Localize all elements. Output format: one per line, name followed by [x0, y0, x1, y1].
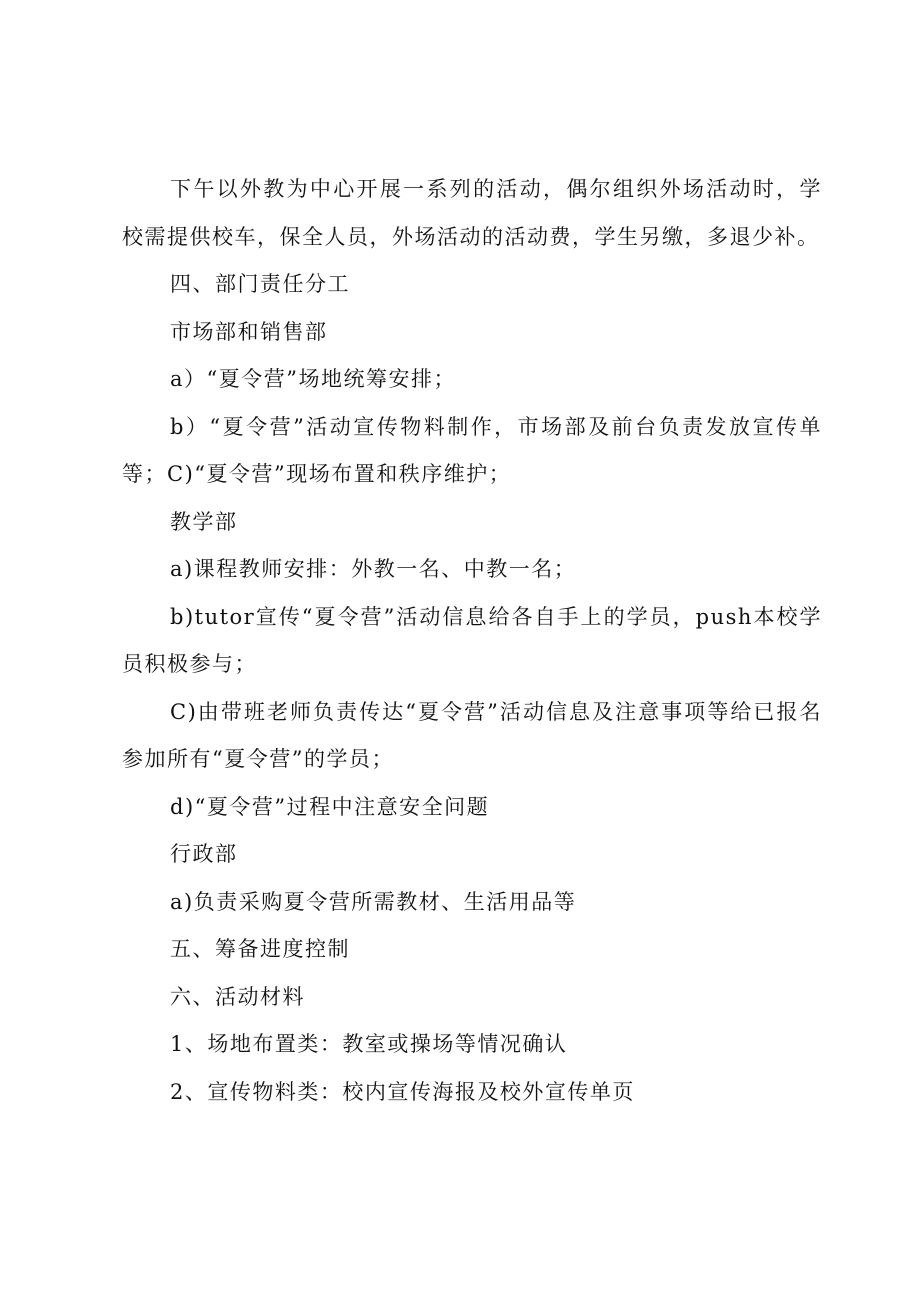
subheading-administration: 行政部: [170, 842, 238, 866]
paragraph-afternoon-activities: 下午以外教为中心开展一系列的活动，偶尔组织外场活动时，学校需提供校车，保全人员，外场活动的活动费，学生另缴，多退少补。: [122, 177, 822, 249]
heading-progress-control: 五、筹备进度控制: [170, 937, 350, 961]
list-item: C)由带班老师负责传达“夏令营”活动信息及注意事项等给已报名参加所有“夏令营”的学员；: [122, 699, 822, 771]
document-body: [122, 166, 822, 1116]
subheading-teaching: 教学部: [170, 509, 238, 534]
heading-activity-materials: 六、活动材料: [170, 984, 305, 1009]
list-item: b)tutor宣传“夏令营”活动信息给各自手上的学员，push本校学员积极参与；: [122, 604, 822, 676]
subheading-marketing-sales: 市场部和销售部: [170, 319, 328, 344]
list-item: a)负责采购夏令营所需教材、生活用品等: [170, 889, 577, 914]
list-item: a)课程教师安排：外教一名、中教一名；: [170, 557, 577, 581]
list-item: 1、场地布置类：教室或操场等情况确认: [170, 1032, 568, 1056]
list-item: b）“夏令营”活动宣传物料制作，市场部及前台负责发放宣传单等；C)“夏令营”现场布置和秩序维护；: [122, 414, 822, 486]
list-item: a）“夏令营”场地统筹安排；: [170, 367, 456, 391]
heading-department-duties: 四、部门责任分工: [170, 272, 350, 296]
list-item: d)“夏令营”过程中注意安全问题: [170, 794, 490, 819]
list-item: 2、宣传物料类：校内宣传海报及校外宣传单页: [170, 1079, 635, 1104]
